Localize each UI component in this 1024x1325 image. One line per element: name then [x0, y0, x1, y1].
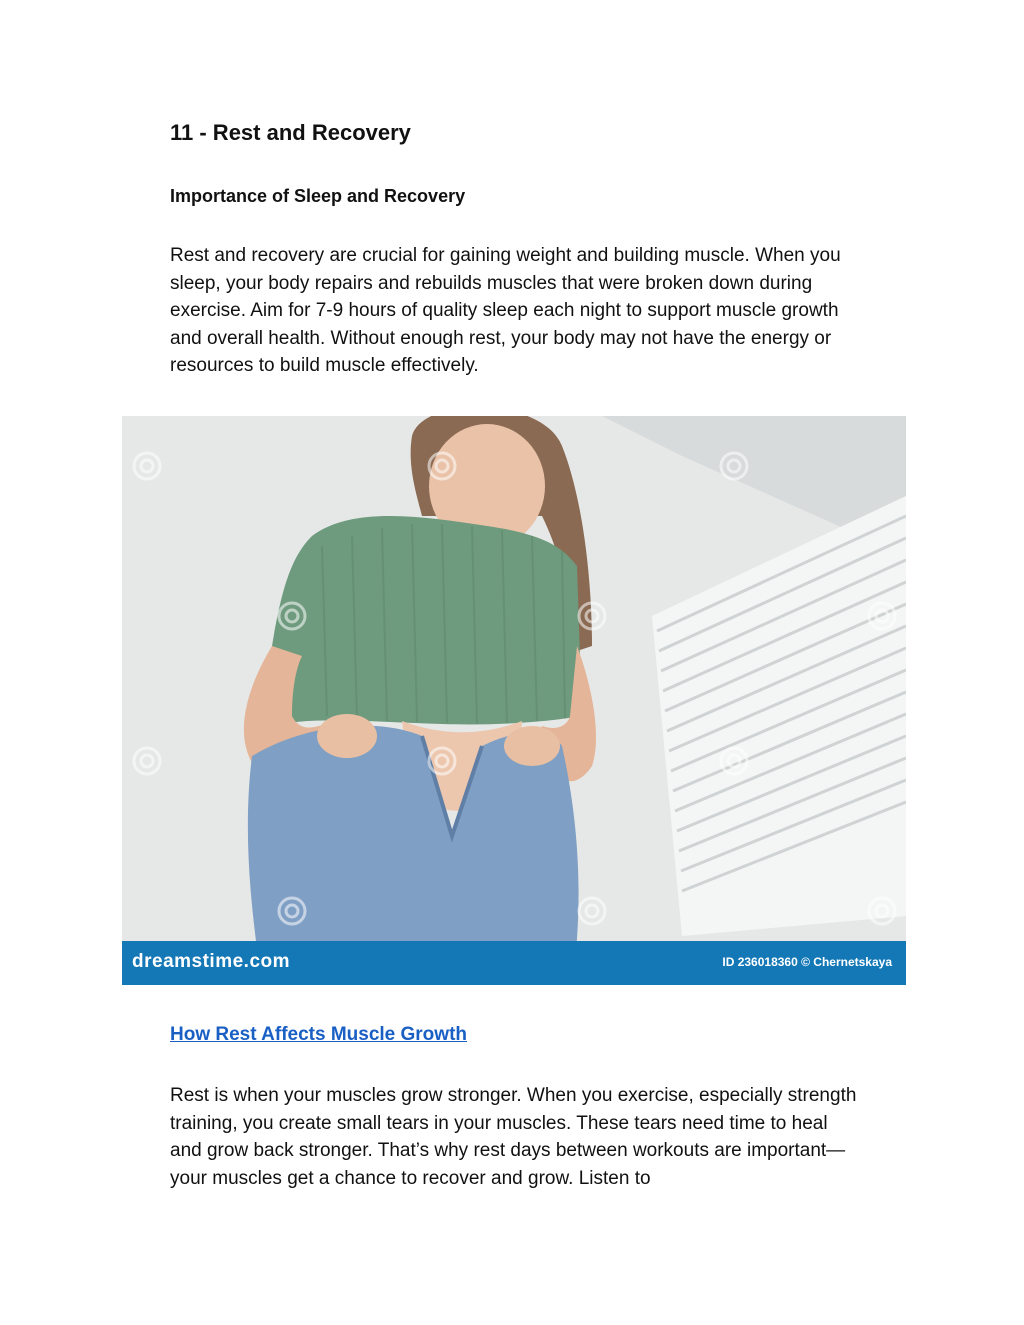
stock-photo [122, 416, 906, 985]
watermark-banner [122, 941, 906, 985]
subheading: Importance of Sleep and Recovery [170, 186, 466, 206]
watermark-id: ID 236018360 © Chernetskaya [722, 955, 892, 969]
muscle-growth-paragraph: Rest is when your muscles grow stronger. When you exercise, especially strength training, you create small tears in your muscles. These tears need time to heal and grow back stronger. That’s why rest days between workouts are important—your muscles get a chance to recover and grow. Listen to [170, 1085, 857, 1189]
section-title: 11 - Rest and Recovery [170, 120, 411, 145]
watermark-logo: dreamstime.com [132, 951, 291, 972]
muscle-growth-link[interactable]: How Rest Affects Muscle Growth [170, 1024, 468, 1045]
intro-paragraph: Rest and recovery are crucial for gaining weight and building muscle. When you sleep, your body repairs and rebuilds muscles that were broken down during exercise. Aim for 7-9 hours of quality sleep each night to support muscle growth and overall health. Without enough rest, your body may not have the energy or resources to build muscle effectively. [170, 245, 841, 377]
photo-illustration [122, 416, 906, 985]
